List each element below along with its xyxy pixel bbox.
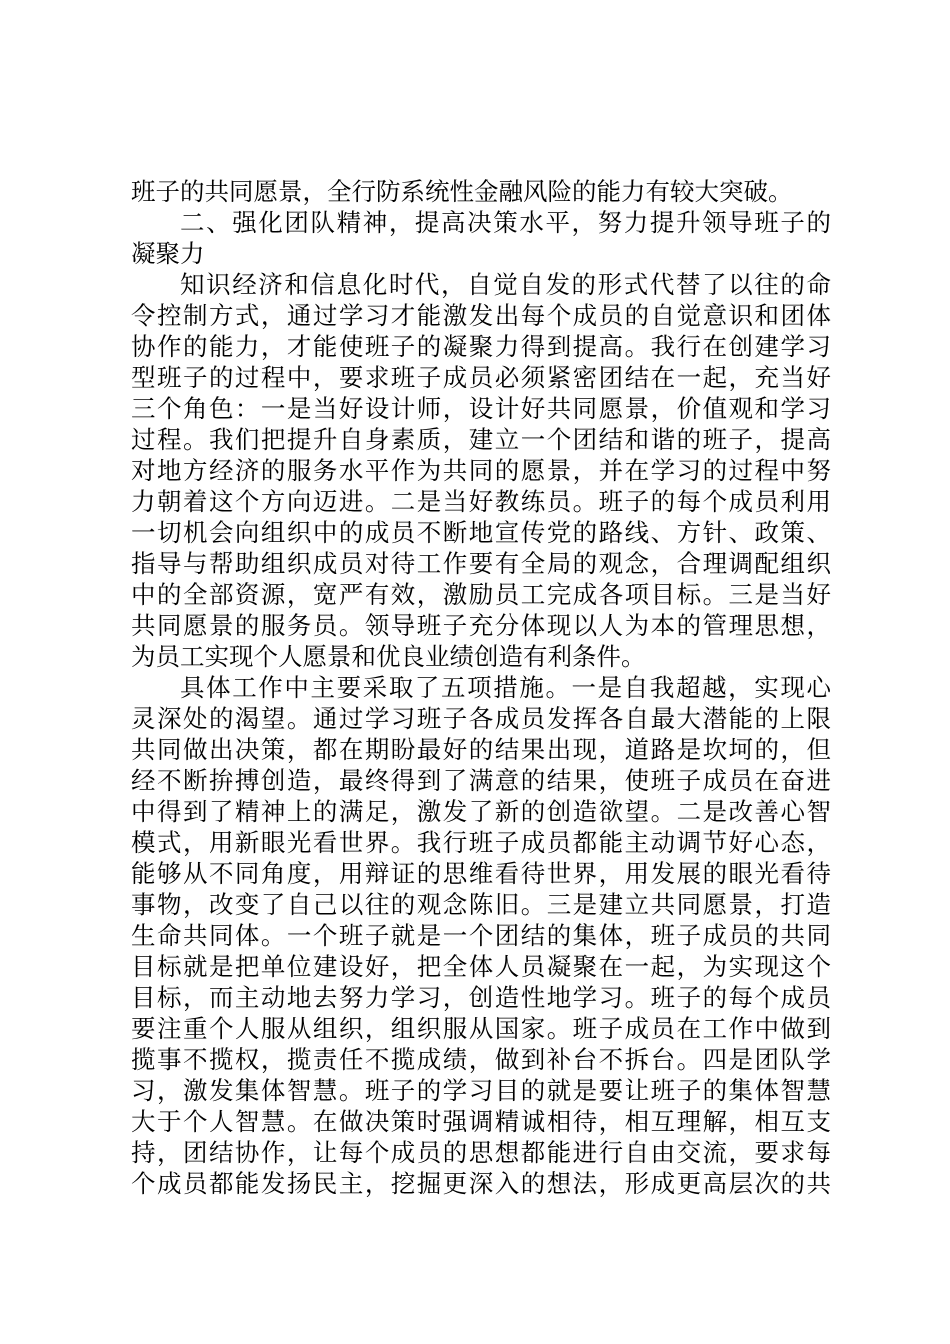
text-line: 要注重个人服从组织，组织服从国家。班子成员在工作中做到 [131,1014,831,1043]
text-line: 大于个人智慧。在做决策时强调精诚相待，相互理解，相互支 [131,1107,831,1136]
paragraph-continuation [131,176,831,207]
text-line: 中得到了精神上的满足，激发了新的创造欲望。二是改善心智 [131,797,831,826]
text-line: 令控制方式，通过学习才能激发出每个成员的自觉意识和团体 [131,301,831,330]
text-line: 知识经济和信息化时代，自觉自发的形式代替了以往的命 [180,270,831,299]
text-line: 目标就是把单位建设好，把全体人员凝聚在一起，为实现这个 [131,952,831,981]
text-line: 班子的共同愿景，全行防系统性金融风险的能力有较大突破。 [131,177,793,206]
text-line: 揽事不揽权，揽责任不揽成绩，做到补台不拆台。四是团队学 [131,1045,831,1074]
text-line: 个成员都能发扬民主，挖掘更深入的想法，形成更高层次的共 [131,1169,831,1198]
text-line: 目标，而主动地去努力学习，创造性地学习。班子的每个成员 [131,983,831,1012]
text-line: 凝聚力 [131,239,205,268]
text-line: 力朝着这个方向迈进。二是当好教练员。班子的每个成员利用 [131,487,831,516]
text-line: 事物，改变了自己以往的观念陈旧。三是建立共同愿景，打造 [131,890,831,919]
text-line: 型班子的过程中，要求班子成员必须紧密团结在一起，充当好 [131,363,831,392]
text-line: 持，团结协作，让每个成员的思想都能进行自由交流，要求每 [131,1138,831,1167]
text-line: 生命共同体。一个班子就是一个团结的集体，班子成员的共同 [131,921,831,950]
text-line: 对地方经济的服务水平作为共同的愿景，并在学习的过程中努 [131,456,831,485]
text-line: 协作的能力，才能使班子的凝聚力得到提高。我行在创建学习 [131,332,831,361]
paragraph-five-measures [131,672,831,1199]
text-line: 二、强化团队精神，提高决策水平，努力提升领导班子的 [180,208,831,237]
text-line: 中的全部资源，宽严有效，激励员工完成各项目标。三是当好 [131,580,831,609]
text-line: 共同愿景的服务员。领导班子充分体现以人为本的管理思想， [131,611,831,640]
text-line: 指导与帮助组织成员对待工作要有全局的观念，合理调配组织 [131,549,831,578]
text-line: 过程。我们把提升自身素质，建立一个团结和谐的班子，提高 [131,425,831,454]
document-page [131,176,831,1199]
text-line: 为员工实现个人愿景和优良业绩创造有利条件。 [131,642,646,671]
text-line: 能够从不同角度，用辩证的思维看待世界，用发展的眼光看待 [131,859,831,888]
text-line: 习，激发集体智慧。班子的学习目的就是要让班子的集体智慧 [131,1076,831,1105]
text-line: 共同做出决策，都在期盼最好的结果出现，道路是坎坷的，但 [131,735,831,764]
text-line: 一切机会向组织中的成员不断地宣传党的路线、方针、政策、 [131,518,831,547]
text-line: 灵深处的渴望。通过学习班子各成员发挥各自最大潜能的上限 [131,704,831,733]
text-line: 经不断拚搏创造，最终得到了满意的结果，使班子成员在奋进 [131,766,831,795]
section-heading-2 [131,207,831,269]
text-line: 具体工作中主要采取了五项措施。一是自我超越，实现心 [180,673,831,702]
text-line: 三个角色：一是当好设计师，设计好共同愿景，价值观和学习 [131,394,831,423]
text-line: 模式，用新眼光看世界。我行班子成员都能主动调节好心态， [131,828,831,857]
paragraph-knowledge-economy [131,269,831,672]
